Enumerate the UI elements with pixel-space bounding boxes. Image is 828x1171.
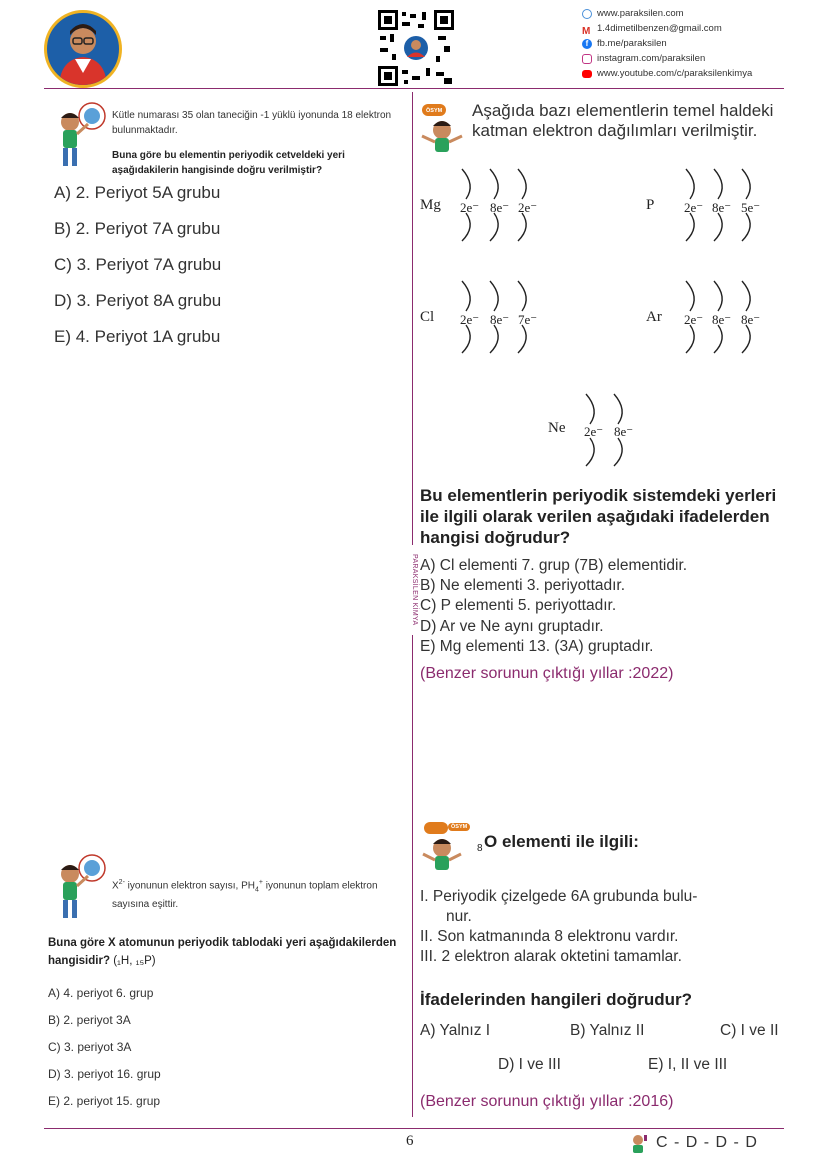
shell-3: 5e⁻ — [741, 200, 761, 215]
q3-heading: O elementi ile ilgili: — [484, 832, 639, 851]
header-divider — [44, 88, 784, 89]
shell-1: 2e⁻ — [684, 312, 704, 327]
teacher-character-icon — [48, 852, 108, 922]
atom-p — [644, 163, 784, 245]
shell-2: 8e⁻ — [614, 424, 634, 439]
q3-option-a[interactable]: A) Yalnız I — [420, 1022, 491, 1039]
gmail-icon: M — [582, 25, 591, 37]
element-symbol: Ne — [548, 420, 566, 436]
contact-instagram[interactable] — [582, 51, 752, 66]
facebook-icon: f — [582, 39, 592, 49]
shell-3: 8e⁻ — [741, 312, 761, 327]
stem-sup: + — [258, 879, 263, 886]
element-symbol: Mg — [420, 197, 441, 213]
globe-icon — [582, 9, 592, 19]
stem-part: iyonunun toplam elektron sayısına eşittir. — [112, 880, 378, 911]
contact-youtube[interactable] — [582, 66, 752, 81]
q4-hint: (₁H, ₁₅P) — [113, 955, 156, 967]
element-symbol: Ar — [646, 309, 662, 325]
atom-ne — [546, 388, 646, 470]
q4-option-d[interactable]: D) 3. periyot 16. grup — [48, 1067, 161, 1081]
q2-option-a[interactable]: A) Cl elementi 7. grup (7B) elementidir. — [420, 557, 688, 574]
q3-statement-1-cont: nur. — [446, 908, 472, 925]
element-symbol: P — [646, 197, 655, 213]
instagram-icon — [582, 54, 592, 64]
shell-1: 2e⁻ — [684, 200, 704, 215]
stem-sup: 2- — [118, 879, 125, 886]
q3-statement-2: II. Son katmanında 8 elektronu vardır. — [420, 928, 679, 945]
q4-question — [48, 934, 408, 970]
side-watermark: PARAKSİLEN KİMYA — [404, 545, 418, 635]
answer-key: C - D - D - D — [656, 1134, 758, 1151]
osym-badge: ÖSYM — [448, 823, 470, 831]
shell-3: 7e⁻ — [518, 312, 538, 327]
contact-text: www.youtube.com/c/paraksilenkimya — [597, 68, 753, 79]
q1-option-d[interactable]: D) 3. Periyot 8A grubu — [54, 291, 222, 310]
q3-option-c[interactable]: C) I ve II — [720, 1022, 779, 1039]
q2-option-c[interactable]: C) P elementi 5. periyottadır. — [420, 597, 617, 614]
q3-question: İfadelerinden hangileri doğrudur? — [420, 990, 693, 1009]
shell-2: 8e⁻ — [712, 312, 732, 327]
contact-text: 1.4dimetilbenzen@gmail.com — [597, 23, 722, 34]
teacher-character-icon — [48, 100, 108, 170]
q1-option-b[interactable]: B) 2. Periyot 7A grubu — [54, 219, 221, 238]
q4-stem — [112, 875, 412, 912]
q2-years-note: (Benzer sorunun çıktığı yıllar :2022) — [420, 665, 674, 682]
youtube-icon — [582, 70, 592, 78]
atom-ar — [644, 275, 784, 357]
shell-3: 2e⁻ — [518, 200, 538, 215]
q1-stem: Kütle numarası 35 olan taneciğin -1 yüklü iyonunda 18 elektron bulunmaktadır. — [112, 110, 392, 136]
element-symbol: Cl — [420, 309, 435, 325]
q2-option-d[interactable]: D) Ar ve Ne aynı gruptadır. — [420, 618, 604, 635]
stem-part: X — [112, 880, 119, 892]
contact-text: fb.me/paraksilen — [597, 38, 667, 49]
contact-facebook[interactable] — [582, 36, 752, 51]
q4-option-b[interactable]: B) 2. periyot 3A — [48, 1013, 131, 1027]
q3-option-b[interactable]: B) Yalnız II — [570, 1022, 645, 1039]
shell-2: 8e⁻ — [490, 200, 510, 215]
q4-question-text: Buna göre X atomunun periyodik tablodaki yeri aşağıdakilerden hangisidir? — [48, 937, 397, 967]
q2-question: Bu elementlerin periyodik sistemdeki yerleri ile ilgili olarak verilen aşağıdaki ifadelerden hangisi doğrudur? — [420, 486, 777, 547]
stem-part: iyonunun elektron sayısı, PH — [124, 880, 255, 892]
q3-option-e[interactable]: E) I, II ve III — [648, 1056, 728, 1073]
shell-2: 8e⁻ — [490, 312, 510, 327]
shell-1: 2e⁻ — [460, 312, 480, 327]
q3-statement-3: III. 2 elektron alarak oktetini tamamlar. — [420, 948, 682, 965]
q3-years-note: (Benzer sorunun çıktığı yıllar :2016) — [420, 1093, 674, 1110]
q3-statement-1: I. Periyodik çizelgede 6A grubunda bulu- — [420, 888, 698, 905]
atom-cl — [418, 275, 558, 357]
q4-option-a[interactable]: A) 4. periyot 6. grup — [48, 986, 154, 1000]
shell-1: 2e⁻ — [584, 424, 604, 439]
author-avatar — [44, 10, 122, 88]
page-number: 6 — [406, 1133, 414, 1149]
q4-option-c[interactable]: C) 3. periyot 3A — [48, 1040, 132, 1054]
q2-option-b[interactable]: B) Ne elementi 3. periyottadır. — [420, 577, 626, 594]
osym-badge: ÖSYM — [423, 107, 445, 115]
atomic-number: 8 — [477, 843, 483, 854]
q1-question: Buna göre bu elementin periyodik cetveldeki yeri aşağıdakilerin hangisinde doğru verilmiştir? — [112, 150, 345, 176]
contact-list — [582, 6, 752, 81]
footer-divider — [44, 1128, 784, 1129]
contact-email[interactable] — [582, 21, 752, 36]
shell-2: 8e⁻ — [712, 200, 732, 215]
contact-website[interactable] — [582, 6, 752, 21]
q1-option-a[interactable]: A) 2. Periyot 5A grubu — [54, 183, 221, 202]
shell-1: 2e⁻ — [460, 200, 480, 215]
stem-sub: 4 — [254, 886, 259, 894]
q4-option-e[interactable]: E) 2. periyot 15. grup — [48, 1094, 161, 1108]
atom-mg — [418, 163, 558, 245]
q2-stem: Aşağıda bazı elementlerin temel haldeki katman elektron dağılımları verilmiştir. — [472, 101, 774, 140]
q1-option-e[interactable]: E) 4. Periyot 1A grubu — [54, 327, 221, 346]
contact-text: www.paraksilen.com — [597, 8, 684, 19]
mascot-icon — [628, 1133, 652, 1159]
q1-option-c[interactable]: C) 3. Periyot 7A grubu — [54, 255, 222, 274]
q2-option-e[interactable]: E) Mg elementi 13. (3A) gruptadır. — [420, 638, 654, 655]
contact-text: instagram.com/paraksilen — [597, 53, 706, 64]
q3-option-d[interactable]: D) I ve III — [498, 1056, 561, 1073]
qr-code[interactable] — [378, 10, 454, 86]
